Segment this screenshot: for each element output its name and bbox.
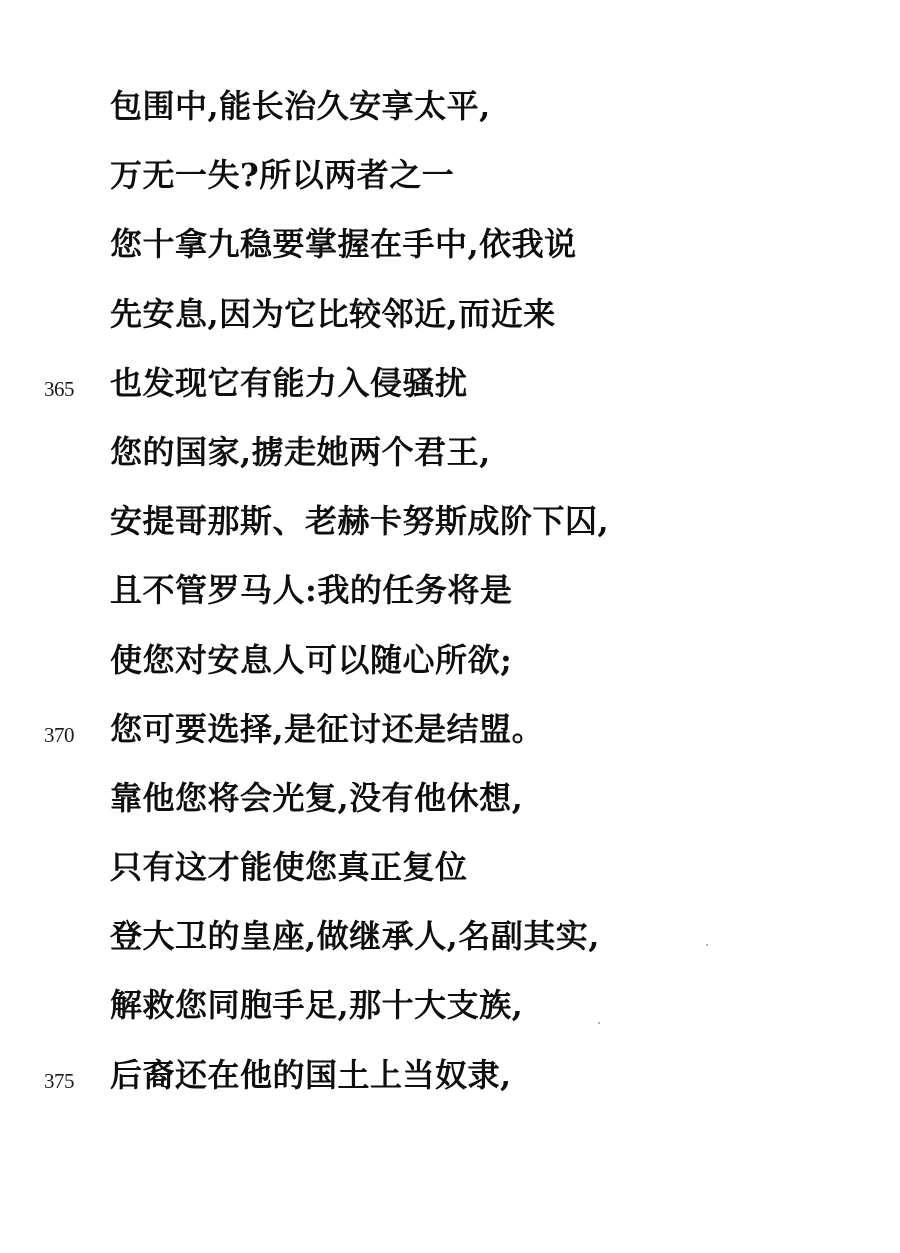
line-text: 使您对安息人可以随心所欲; <box>110 640 513 679</box>
line-text: 您十拿九稳要掌握在手中,依我说 <box>110 225 577 264</box>
line-text: 只有这才能使您真正复位 <box>110 848 468 887</box>
poem-text-block <box>0 76 900 1114</box>
line-text: 万无一失?所以两者之一 <box>110 156 455 195</box>
poem-line <box>0 975 900 1044</box>
line-text: 先安息,因为它比较邻近,而近来 <box>110 294 556 333</box>
poem-line <box>0 837 900 906</box>
line-number: 370 <box>44 722 74 747</box>
poem-line <box>0 491 900 560</box>
poem-line <box>0 214 900 283</box>
line-text: 靠他您将会光复,没有他休想, <box>110 778 524 817</box>
scan-speck <box>706 944 708 946</box>
poem-line <box>0 630 900 699</box>
poem-line <box>0 145 900 214</box>
poem-line <box>0 906 900 975</box>
line-number: 365 <box>44 376 74 401</box>
line-text: 也发现它有能力入侵骚扰 <box>110 363 468 402</box>
scan-speck <box>598 1022 600 1024</box>
line-text: 安提哥那斯、老赫卡努斯成阶下囚, <box>110 502 610 541</box>
poem-line <box>0 353 900 422</box>
poem-line <box>0 768 900 837</box>
line-text: 且不管罗马人:我的任务将是 <box>110 571 513 610</box>
line-number: 375 <box>44 1068 74 1093</box>
line-text: 您可要选择,是征讨还是结盟。 <box>110 709 545 748</box>
poem-line <box>0 284 900 353</box>
poem-line <box>0 422 900 491</box>
line-text: 后裔还在他的国土上当奴隶, <box>110 1055 512 1094</box>
line-text: 您的国家,掳走她两个君王, <box>110 432 491 471</box>
poem-line <box>0 560 900 629</box>
poem-line <box>0 76 900 145</box>
line-text: 解救您同胞手足,那十大支族, <box>110 986 524 1025</box>
poem-line <box>0 699 900 768</box>
poem-line <box>0 1045 900 1114</box>
line-text: 包围中,能长治久安享太平, <box>110 87 491 125</box>
line-text: 登大卫的皇座,做继承人,名副其实, <box>110 917 600 956</box>
